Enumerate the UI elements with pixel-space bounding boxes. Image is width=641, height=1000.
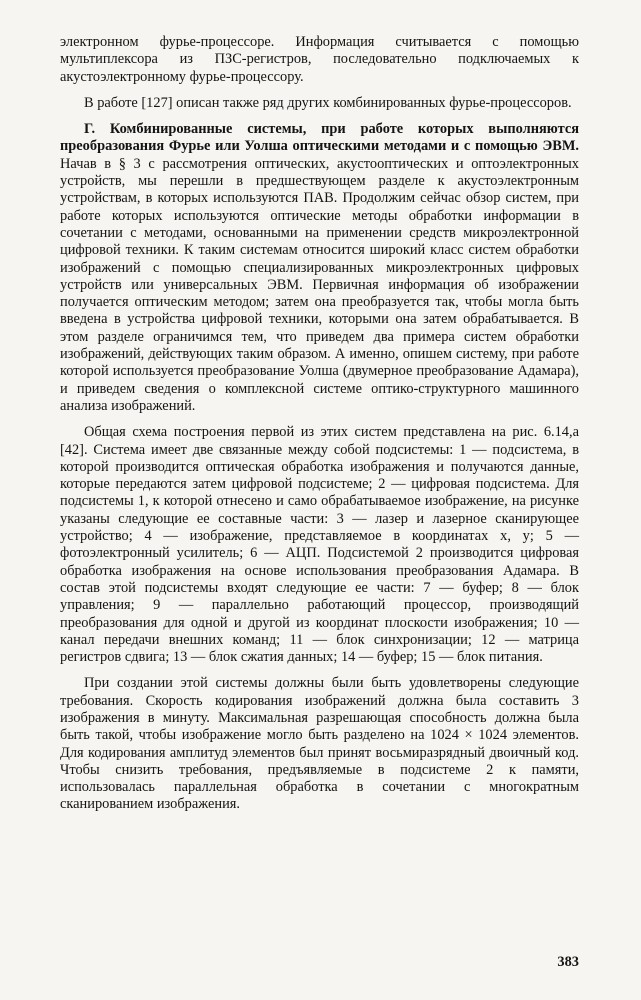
paragraph-requirements: При создании этой системы должны были быть удовлетворены следующие требования. Скорость кодирования изображений должна была составить 3 изображения в минуту. Максимальная разрешающая способность должна была быть такой, чтобы изображение могло быть разделено на 1024 × 1024 элементов. Для кодирования амплитуд элементов был принят восьмиразрядный двоичный код. Чтобы снизить требования, предъявляемые в подсистеме 2 к памяти, использовалась параллельная обработка в сочетании с многократным сканированием изображения. (60, 675, 579, 813)
section-body: Начав в § 3 с рассмотрения оптических, акустооптических и оптоэлектронных устройств, мы перешли в предшествующем разделе к акустоэлектронным устройствам, в которых используются ПАВ. Продолжим сейчас обзор систем, при работе которых используются оптические методы обработки информации в сочетании с методами, основанными на применении средств микроэлектронной цифровой техники. К таким системам относится широкий класс систем обработки изображений с помощью специализированных микроэлектронных цифровых устройств или универсальных ЭВМ. Первичная информация об изображении получается оптическим методом; затем она преобразуется так, чтобы могла быть введена в устройства цифровой техники, которыми она затем обрабатывается. В этом разделе ограничимся тем, что приведем два примера систем обработки изображений, действующих таким образом. А именно, опишем систему, при работе которой используется преобразование Уолша (двумерное преобразование Адамара), и приведем сведения о комплексной системе оптико-структурного машинного анализа изображений. (60, 155, 579, 414)
page-number: 383 (557, 954, 579, 970)
paragraph-system-scheme: Общая схема построения первой из этих систем представлена на рис. 6.14,а [42]. Система имеет две связанные между собой подсистемы: 1 — подсистема, в которой производится оптическая обработка изображения и получаются данные, которые передаются затем цифровой подсистеме; 2 — цифровая подсистема. Для подсистемы 1, к которой отнесено и само обрабатываемое изображение, на рисунке указаны следующие ее составные части: 3 — лазер и лазерное сканирующее устройство; 4 — изображение, представляемое в координатах x, y; 5 — фотоэлектронный усилитель; 6 — АЦП. Подсистемой 2 производится цифровая обработка изображения на основе использования преобразования Адамара. В состав этой подсистемы входят следующие ее части: 7 — буфер; 8 — блок управления; 9 — параллельно работающий процессор, производящий преобразования для одной и другой из координат плоскости изображения; 10 — канал передачи внешних команд; 11 — блок синхронизации; 12 — матрица регистров сдвига; 13 — блок сжатия данных; 14 — буфер; 15 — блок питания. (60, 424, 579, 666)
paragraph-reference: В работе [127] описан также ряд других комбинированных фурье-процессоров. (84, 94, 572, 111)
paragraph-continuation: электронном фурье-процессоре. Информация считывается с помощью мультиплексора из ПЗС-регистров, последовательно подключаемых к акустоэлектронному фурье-процессору. (60, 34, 579, 85)
paragraph-section-g (60, 121, 579, 415)
section-heading: Г. Комбинированные системы, при работе которых выполняются преобразования Фурье или Уолша оптическими методами и с помощью ЭВМ. (60, 121, 579, 155)
